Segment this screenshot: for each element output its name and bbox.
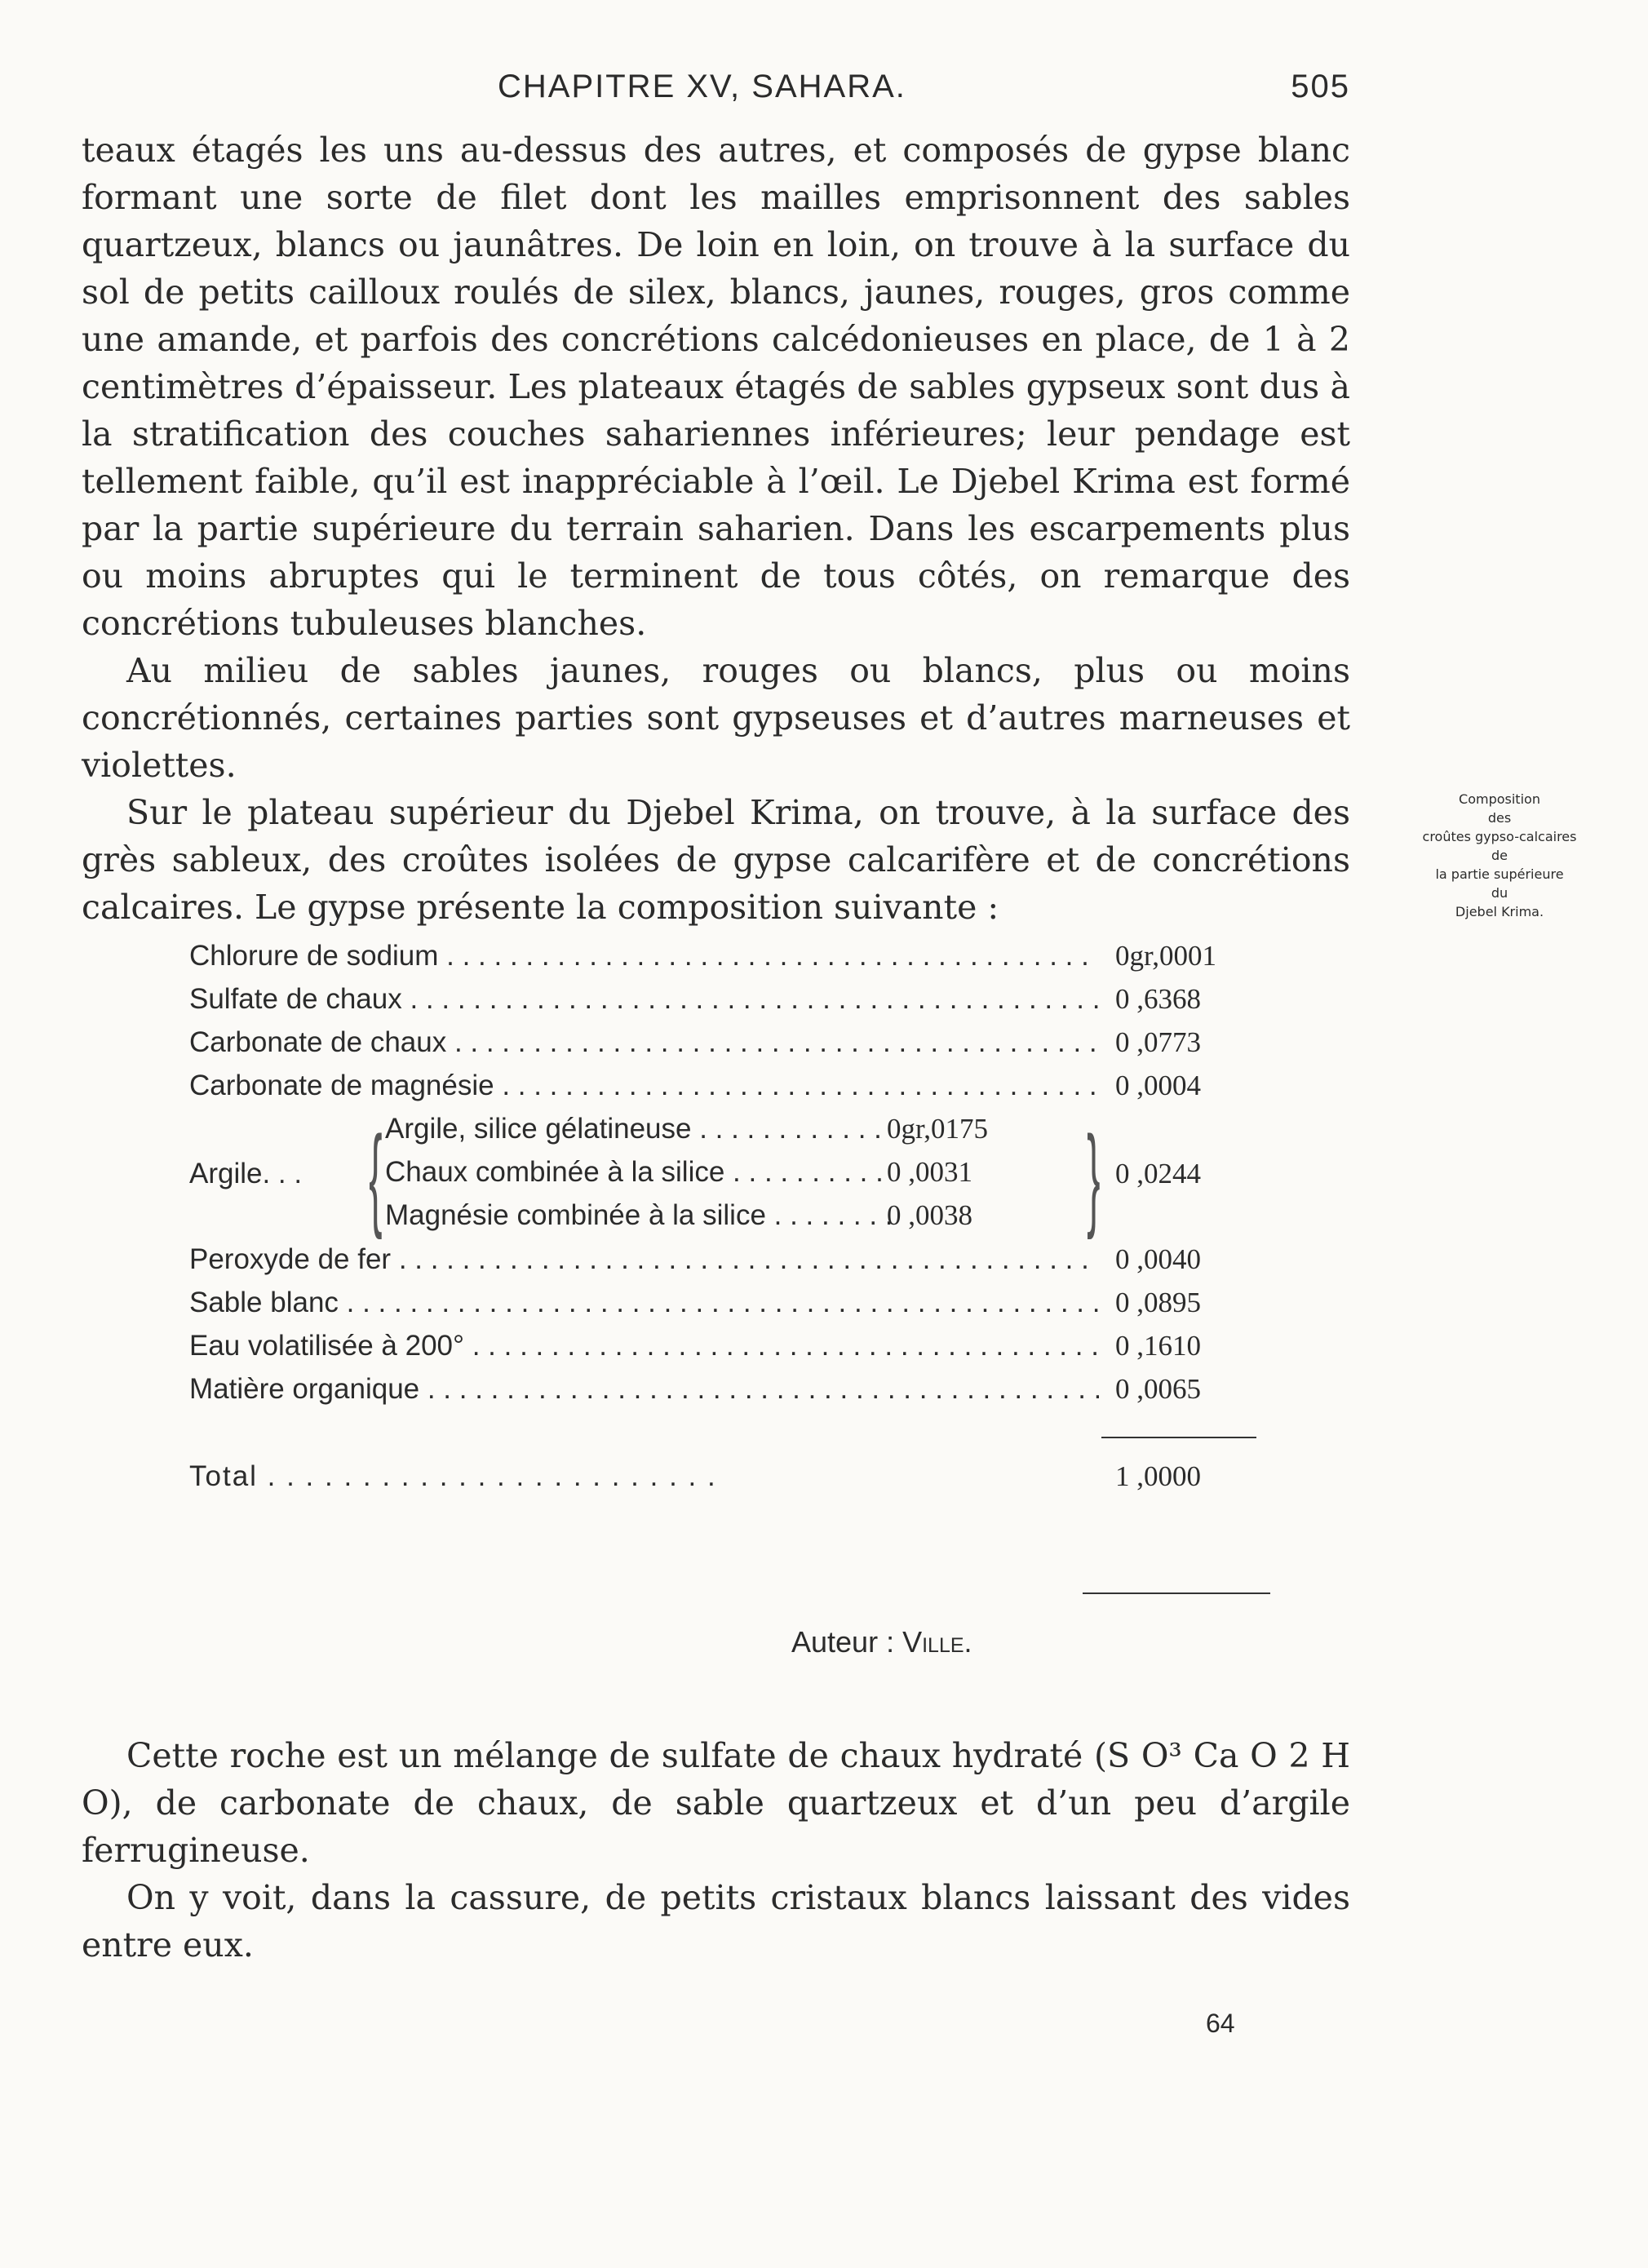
chapter-title: CHAPITRE XV, SAHARA. bbox=[498, 69, 906, 104]
sum-rule bbox=[1101, 1437, 1256, 1438]
table-row bbox=[189, 1287, 1274, 1327]
argile-part-label: Magnésie combinée à la silice . . . bbox=[385, 1199, 891, 1232]
row-value: 0 ,1610 bbox=[1115, 1330, 1201, 1362]
margin-note-line: croûtes gypso-calcaires bbox=[1422, 829, 1577, 844]
table-row bbox=[189, 1070, 1274, 1110]
margin-note-line: la partie supérieure bbox=[1435, 866, 1564, 882]
paragraph-1: teaux étagés les uns au-dessus des autres, et composés de gypse blanc formant une sorte de filet dont les mailles emprisonnent des sables quartzeux, blancs ou jaunâtres. De loin en loin, on trouve à la surface du sol de petits cailloux roulés de silex, blancs, jaunes, rouges, gros comme une amande, et parfois des concrétions calcédonieuses en place, de 1 à 2 centimètres d’épaisseur. Les plateaux étagés de sables gypseux sont dus à la stratification des couches sahariennes inférieures; leur pendage est tellement faible, qu’il est inappréciable à l’œil. Le Djebel Krima est formé par la partie supérieure du terrain saharien. Dans les escarpements plus ou moins abruptes qui le terminent de tous côtés, on remarque des concrétions tubuleuses blanches. bbox=[82, 131, 1350, 643]
margin-note-line: Composition bbox=[1459, 791, 1540, 807]
closing-paragraph-1: Cette roche est un mélange de sulfate de chaux hydraté (S O³ Ca O 2 H O), de carbonate de chaux, de sable quartzeux et d’un peu d’argile ferrugineuse. bbox=[82, 1736, 1350, 1870]
running-head bbox=[90, 64, 1350, 113]
row-label: Sulfate de chaux . . . bbox=[189, 983, 1099, 1016]
row-label: Eau volatilisée à 200° . . . bbox=[189, 1330, 1099, 1362]
argile-part-value: 0 ,0038 bbox=[887, 1199, 972, 1231]
row-value: 0 ,6368 bbox=[1115, 983, 1201, 1015]
argile-part-value: 0 ,0031 bbox=[887, 1156, 972, 1188]
row-value: 0 ,0065 bbox=[1115, 1373, 1201, 1405]
row-label: Chlorure de sodium . . . bbox=[189, 940, 1099, 972]
argile-label: Argile. . . bbox=[189, 1158, 303, 1189]
right-brace: } bbox=[1087, 1112, 1101, 1240]
total-label: Total . . . bbox=[189, 1460, 715, 1493]
row-value: 0 ,0004 bbox=[1115, 1070, 1201, 1101]
row-value: 0 ,0895 bbox=[1115, 1287, 1201, 1318]
signature-mark: 64 bbox=[1206, 2009, 1235, 2038]
table-row bbox=[189, 983, 1274, 1024]
row-label: Sable blanc . . . bbox=[189, 1287, 1099, 1319]
argile-part bbox=[385, 1156, 1103, 1197]
row-label: Peroxyde de fer . . . bbox=[189, 1243, 1099, 1276]
argile-total: 0 ,0244 bbox=[1115, 1158, 1201, 1189]
row-label: Carbonate de magnésie . . . bbox=[189, 1070, 1099, 1102]
body-text bbox=[82, 126, 1350, 931]
row-value: 0 ,0773 bbox=[1115, 1026, 1201, 1058]
total-value: 1 ,0000 bbox=[1115, 1460, 1201, 1492]
argile-group bbox=[189, 1113, 1274, 1243]
end-rule bbox=[1083, 1592, 1270, 1594]
left-brace: { bbox=[369, 1112, 383, 1240]
margin-note-line: du bbox=[1491, 885, 1508, 901]
table-row bbox=[189, 1026, 1274, 1067]
author-name: Ville. bbox=[902, 1625, 972, 1659]
total-row bbox=[189, 1460, 1274, 1501]
argile-part bbox=[385, 1199, 1103, 1240]
argile-part-label: Chaux combinée à la silice . . . bbox=[385, 1156, 891, 1189]
row-value: 0 ,0040 bbox=[1115, 1243, 1201, 1275]
page-number: 505 bbox=[1291, 69, 1350, 104]
paragraph-2: Au milieu de sables jaunes, rouges ou blancs, plus ou moins concrétionnés, certaines parties sont gypseuses et d’autres marneuses et violettes. bbox=[82, 651, 1350, 785]
margin-note-line: de bbox=[1491, 848, 1508, 863]
table-row bbox=[189, 940, 1274, 981]
table-row bbox=[189, 1243, 1274, 1284]
closing-text bbox=[82, 1732, 1350, 1969]
argile-part-value: 0gr,0175 bbox=[887, 1113, 989, 1145]
row-value: 0gr,0001 bbox=[1115, 940, 1217, 972]
closing-paragraph-2: On y voit, dans la cassure, de petits cristaux blancs laissant des vides entre eux. bbox=[82, 1878, 1350, 1965]
author-prefix: Auteur : bbox=[791, 1625, 903, 1659]
argile-part-label: Argile, silice gélatineuse . . . bbox=[385, 1113, 891, 1145]
margin-note-line: Djebel Krima. bbox=[1455, 904, 1544, 919]
table-row bbox=[189, 1373, 1274, 1414]
author-line bbox=[791, 1625, 972, 1659]
row-label: Matière organique . . . bbox=[189, 1373, 1099, 1406]
margin-note bbox=[1410, 790, 1589, 921]
table-row bbox=[189, 1330, 1274, 1371]
margin-note-line: des bbox=[1487, 810, 1512, 826]
row-label: Carbonate de chaux . . . bbox=[189, 1026, 1099, 1059]
argile-part bbox=[385, 1113, 1103, 1154]
paragraph-3: Sur le plateau supérieur du Djebel Krima, on trouve, à la surface des grès sableux, des croûtes isolées de gypse calcarifère et de concrétions calcaires. Le gypse présente la composition suivante : bbox=[82, 793, 1350, 927]
